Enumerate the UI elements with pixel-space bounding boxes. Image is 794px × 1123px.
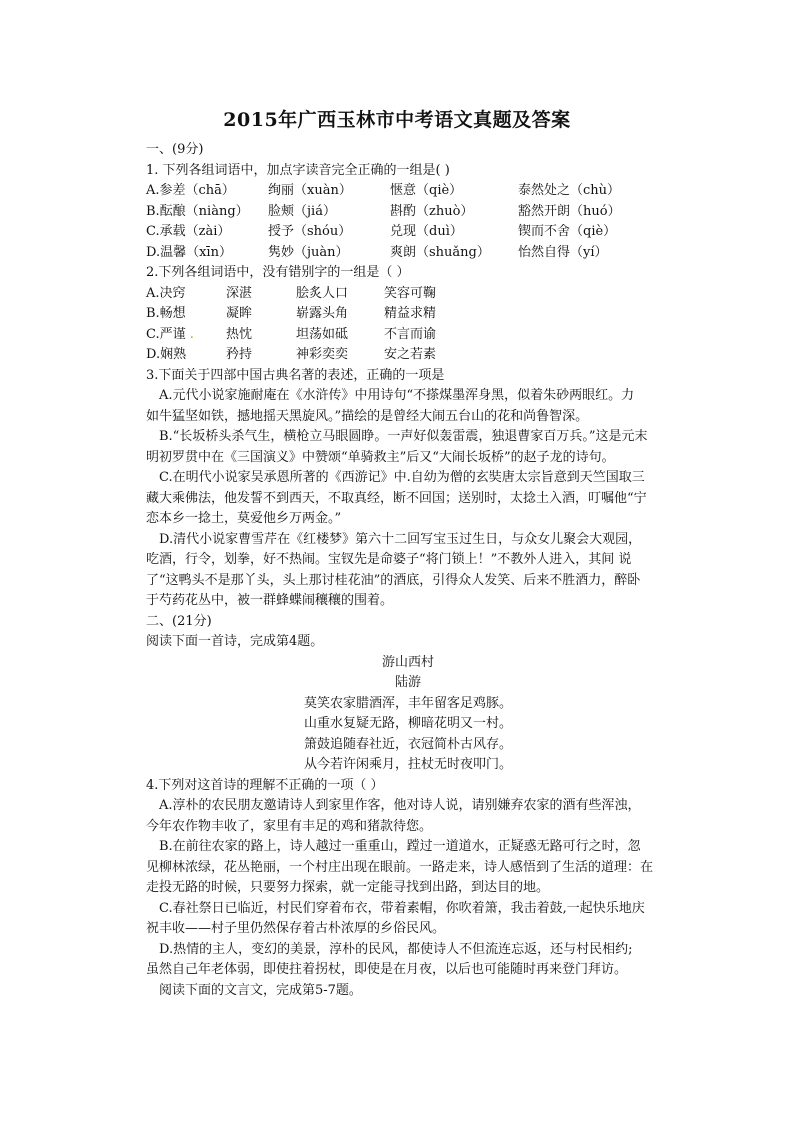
question-3-option-c: C.在明代小说家吴承恩所著的《西游记》中.自幼为僧的玄奘唐太宗旨意到天竺国取三 藏大乘佛法，他发誓不到西天，不取真经，断不回国；送别时，太捻土入酒，叮嘱他“宁 恋本乡一捻土，莫爱他乡万两金。” <box>146 470 647 526</box>
poem-author: 陆游 <box>394 675 421 690</box>
question-3-option-b: B.“长坂桥头杀气生，横枪立马眼圆睁。一声好似轰雷震，独退曹家百万兵。”这是元末 明初罗贯中在《三国演义》中赞颂“单骑救主”后又“大闹长坂桥”的赵子龙的诗句。 <box>146 429 648 465</box>
stray-dot-mark: . <box>189 326 194 342</box>
question-2-stem: 2.下列各组词语中，没有错别字的一组是（ ） <box>146 265 410 280</box>
question-2-option-c: C.严谨 . 热忱 坦荡如砥 不言而谕 <box>146 325 666 346</box>
poem-instructions: 阅读下面一首诗，完成第4题。 <box>146 634 324 649</box>
question-2-option-d: D.娴熟 矜持 神彩奕奕 安之若素 <box>146 347 437 362</box>
poem-line: 从今若许闲乘月，拄杖无时夜叩门。 <box>303 757 512 772</box>
poem-block <box>146 653 666 776</box>
question-4-option-b: B.在前往农家的路上，诗人越过一重重山，蹚过一道道水，正疑惑无路可行之时，忽 见柳林浓绿，花丛艳丽，一个村庄出现在眼前。一路走来，诗人感悟到了生活的道理：在 走投无路的时候，只要努力探索，就一定能寻找到出路，到达目的地。 <box>146 839 654 895</box>
classical-text-instructions: 阅读下面的文言文，完成第5-7题。 <box>159 982 362 998</box>
question-2-option-b: B.畅想 凝眸 崭露头角 精益求精 <box>146 306 437 321</box>
question-4-stem: 4.下列对这首诗的理解不正确的一项（ ） <box>146 777 384 793</box>
question-1-option-d: D.温馨（xīn） 隽妙（juàn） 爽朗（shuǎng） 怡然自得（yí） <box>146 244 608 260</box>
document-body <box>146 140 666 1001</box>
question-1-option-c: C.承载（zài） 授予（shóu） 兑现（duì） 锲而不舍（qiè） <box>146 224 617 239</box>
question-4-option-a: A.淳朴的农民朋友邀请诗人到家里作客，他对诗人说，请别嫌弃农家的酒有些浑浊， 今年农作物丰收了，家里有丰足的鸡和猪款待您。 <box>146 798 641 834</box>
poem-line: 莫笑农家腊酒浑，丰年留客足鸡豚。 <box>303 695 512 711</box>
section-heading-2: 二、(21分) <box>146 613 212 629</box>
question-4-option-c: C.春社祭日已临近，村民们穿着布衣，带着素帽，你吹着箫，我击着鼓,一起快乐地庆 祝丰收——村子里仍然保存着古朴浓厚的乡俗民风。 <box>146 900 645 936</box>
question-1-stem: 1. 下列各组词语中，加点字读音完全正确的一组是( ) <box>146 162 450 178</box>
page-title: 2015年广西玉林市中考语文真题及答案 <box>223 109 571 131</box>
question-1-option-a: A.参差（chā） 绚丽（xuàn） 惬意（qiè） 泰然处之（chù） <box>146 183 621 198</box>
poem-title: 游山西村 <box>381 654 434 670</box>
question-1-option-b: B.酝酿（niàng） 脸颊（jiá） 斟酌（zhuò） 豁然开朗（huó） <box>146 203 621 219</box>
question-2-option-a: A.决窍 深湛 脍炙人口 笑容可鞠 <box>146 285 437 301</box>
poem-line: 山重水复疑无路，柳暗花明又一村。 <box>303 716 512 731</box>
question-4-option-d: D.热情的主人，变幻的美景，淳朴的民风，都使诗人不但流连忘返，还与村民相约; 虽然自己年老体弱，即使拄着拐杖，即使是在月夜，以后也可能随时再来登门拜访。 <box>146 941 633 977</box>
question-3-option-a: A.元代小说家施耐庵在《水浒传》中用诗句“不搽煤墨浑身黑，似着朱砂两眼红。力 如牛猛坚如铁，撼地摇天黑旋风。”描绘的是曾经大闹五台山的花和尚鲁智深。 <box>146 388 635 424</box>
question-3-option-d: D.清代小说家曹雪芹在《红楼梦》第六十二回写宝玉过生日，与众女儿聚会大观园， 吃酒，行令，划拳，好不热闹。宝钗先是命婆子“将门锁上！”不教外人进入，其间 说 了“这鸭头不是那丫头，头上那讨桂花油”的酒底，引得众人发笑、后来不胜酒力，醉卧 于芍药花丛中，被一群蜂蝶闹穰穰的围着。 <box>146 531 642 608</box>
section-heading-1: 一、(9分) <box>146 142 204 157</box>
poem-line: 箫鼓追随春社近，衣冠简朴古风存。 <box>303 736 512 752</box>
question-3-stem: 3.下面关于四部中国古典名著的表述，正确的一项是 <box>146 367 445 383</box>
